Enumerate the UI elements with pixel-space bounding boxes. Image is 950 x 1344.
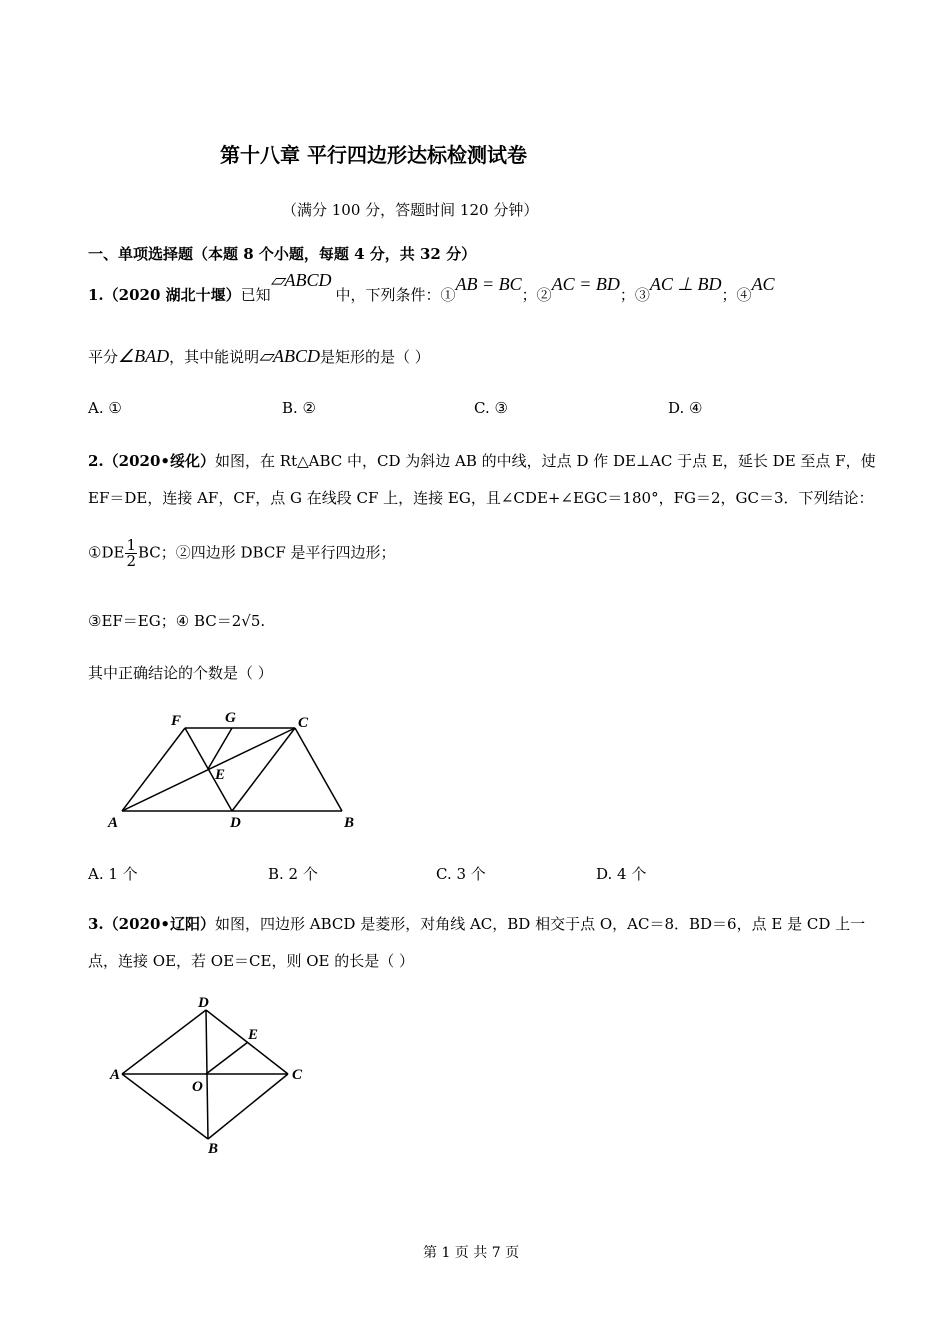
question-number: 3. [88, 915, 104, 933]
subtitle: （满分 100 分，答题时间 120 分钟） [282, 201, 539, 219]
figure-rhombus [100, 993, 320, 1158]
condition-3: AC ⊥ BD [649, 274, 722, 294]
angle-symbol: ∠BAD [118, 346, 170, 366]
question-3-line-1 [88, 913, 865, 934]
question-source: （2020•辽阳） [103, 915, 216, 933]
label-o: O [192, 1079, 203, 1095]
question-text: 如图，四边形 ABCD 是菱形，对角线 AC，BD 相交于点 O，AC＝8．BD＝6，点 E 是 CD 上一 [215, 915, 866, 933]
label-d: D [198, 995, 209, 1011]
label-c: C [292, 1067, 303, 1083]
page-title: 第十八章 平行四边形达标检测试卷 [220, 143, 527, 167]
option-a[interactable]: A. ① [88, 399, 122, 417]
segment-ad [122, 1010, 206, 1074]
label-d: D [230, 815, 241, 831]
option-c[interactable]: C. ③ [474, 399, 508, 417]
segment-af [122, 728, 185, 811]
condition-1: AB = BC [455, 274, 522, 294]
label-e: E [215, 767, 226, 783]
condition-2: AC = BD [551, 274, 620, 294]
fraction-denominator: 2 [126, 552, 136, 570]
question-source: （2020 湖北十堰） [103, 286, 241, 304]
question-1-line-1 [88, 270, 775, 305]
option-d[interactable]: D. ④ [668, 399, 703, 417]
segment-db [206, 1010, 208, 1139]
question-source: （2020•绥化） [103, 452, 216, 470]
label-c: C [298, 715, 309, 731]
question-text: ；② [521, 286, 552, 304]
question-text: 平分 [88, 348, 119, 366]
question-3-line-2: 点，连接 OE，若 OE＝CE，则 OE 的长是（ ） [88, 952, 415, 970]
conclusion-text: ①DE [88, 543, 125, 562]
question-text: 是矩形的是（ ） [320, 348, 430, 366]
segment-cd [232, 728, 295, 811]
parallelogram-symbol: ▱ABCD [270, 270, 332, 290]
label-b: B [344, 815, 355, 831]
label-a: A [110, 1067, 121, 1083]
label-e: E [248, 1027, 259, 1043]
figure-parallelogram [100, 703, 370, 838]
question-text: 中，下列条件：① [335, 286, 456, 304]
segment-cb [208, 1074, 288, 1139]
page-footer: 第 1 页 共 7 页 [423, 1245, 520, 1261]
question-text: ；④ [721, 286, 752, 304]
option-b[interactable]: B. ② [282, 399, 317, 417]
conclusion-line-1 [88, 538, 396, 569]
option-c[interactable]: C. 3 个 [436, 865, 486, 883]
conclusion-line-2: ③EF＝EG；④ BC＝2√5. [88, 612, 266, 630]
question-number: 1. [88, 286, 104, 304]
conclusion-text: BC；②四边形 DBCF 是平行四边形； [137, 543, 396, 562]
option-d[interactable]: D. 4 个 [596, 865, 647, 883]
question-2-line-1 [88, 450, 876, 471]
label-b: B [208, 1141, 219, 1157]
option-a[interactable]: A. 1 个 [88, 865, 138, 883]
segment-eg [208, 728, 232, 769]
question-text: 已知 [240, 286, 271, 304]
question-text: ；③ [619, 286, 650, 304]
fraction-numerator: 1 [126, 536, 136, 554]
label-f: F [171, 713, 182, 729]
question-text: ，其中能说明 [169, 348, 260, 366]
question-text: 如图，在 Rt△ABC 中，CD 为斜边 AB 的中线，过点 D 作 DE⊥AC 于点 E，延长 DE 至点 F，使 [215, 452, 876, 470]
question-2-line-2: EF＝DE，连接 AF，CF，点 G 在线段 CF 上，连接 EG，且∠CDE+∠EGC＝180°，FG＝2，GC＝3．下列结论： [88, 489, 874, 507]
label-g: G [225, 710, 236, 726]
option-b[interactable]: B. 2 个 [268, 865, 318, 883]
label-a: A [108, 815, 119, 831]
section-heading: 一、单项选择题（本题 8 个小题，每题 4 分，共 32 分） [88, 245, 477, 263]
segment-oe [206, 1042, 248, 1074]
fraction-one-half [125, 538, 137, 569]
condition-4: AC [751, 274, 775, 294]
question-number: 2. [88, 452, 104, 470]
segment-cb [295, 728, 342, 811]
question-1-line-2 [88, 346, 430, 367]
parallelogram-symbol: ▱ABCD [259, 346, 321, 366]
question-prompt: 其中正确结论的个数是（ ） [88, 664, 273, 682]
